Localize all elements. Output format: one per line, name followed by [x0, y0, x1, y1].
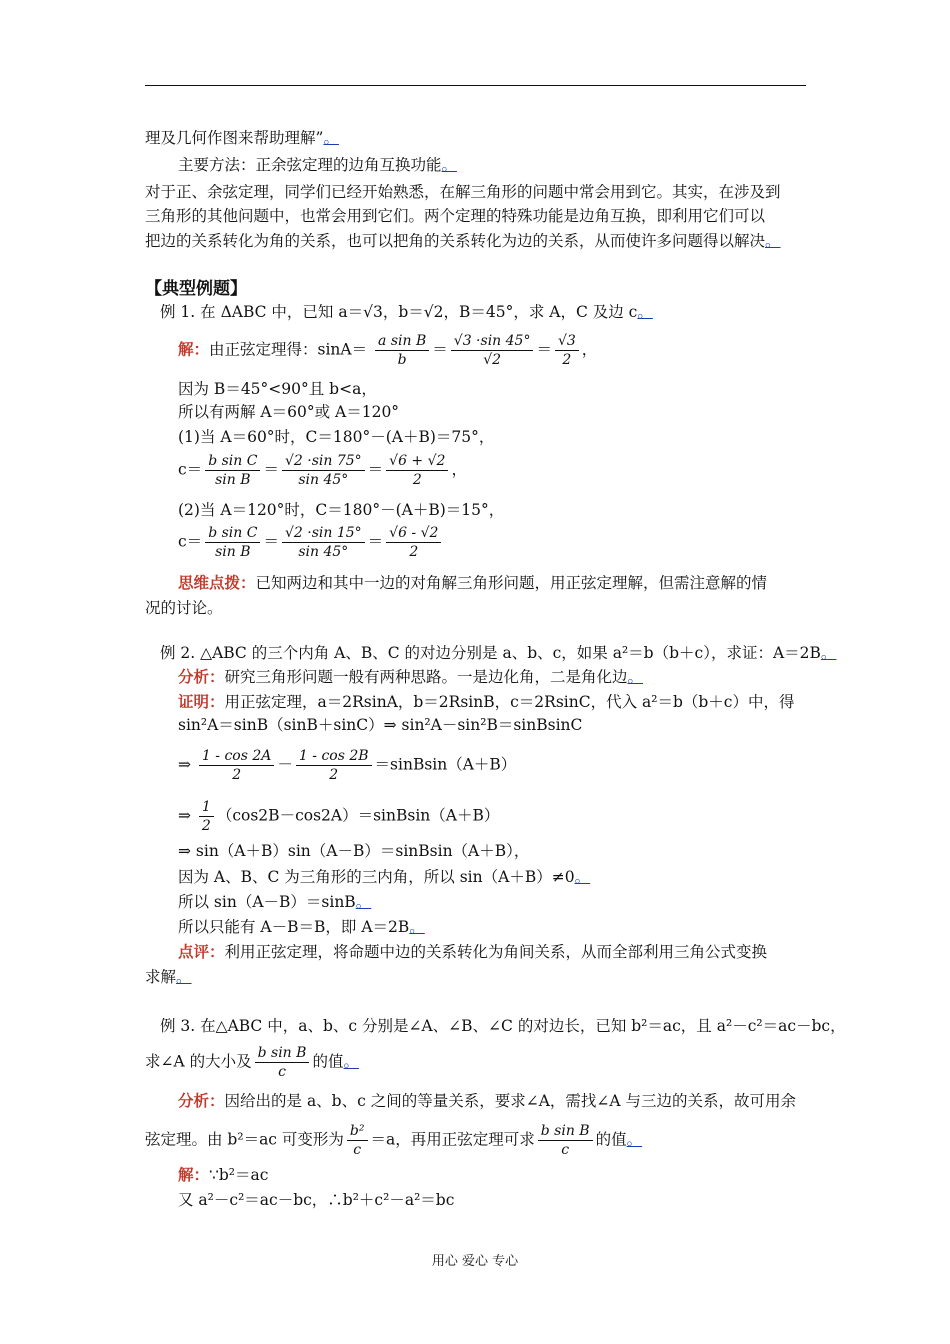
ex2-proof-3: ⇒ $\frac{1 - \cos 2A}{2}$ － $\frac{1 - \cos 2B}{2}$ ＝sinBsin（A＋B） [178, 748, 517, 783]
ex1-line-1: 因为 B＝45°<90°且 b<a， [178, 380, 377, 398]
fraction: $\frac{\text{b sin B}}{c}$ [538, 1122, 593, 1159]
ex2-proof-6: 因为 A、B、C 为三角形的三内角，所以 sin（A＋B）≠0。 [178, 868, 591, 886]
header-rule [145, 85, 806, 86]
ex2-review: 点评：利用正弦定理，将命题中边的关系转化为角间关系，从而全部利用三角公式变换 [178, 942, 768, 961]
intro-line-5: 把边的关系转化为角的关系，也可以把角的关系转化为边的关系，从而使许多问题得以解决。 [145, 232, 781, 250]
intro-line-4: 三角形的其他问题中，也常会用到它们。两个定理的特殊功能是边角互换，即利用它们可以 [145, 207, 766, 225]
fraction: $\frac{√6 - √2}{2}$ [386, 524, 441, 561]
fraction: $\frac{\text{b sin C}}{\text{sin B}}$ [205, 524, 260, 561]
ex2-proof: 证明：用正弦定理，a＝2RsinA，b＝2RsinB，c＝2RsinC，代入 a²＝b（b＋c）中，得 [178, 692, 795, 711]
fraction: $\frac{\text{b sin C}}{\text{sin B}}$ [205, 452, 260, 489]
ex2-proof-2: sin²A＝sinB（sinB＋sinC）⇒ sin²A－sin²B＝sinBsinC [178, 716, 583, 734]
ex2-proof-4: ⇒ $\frac{1}{2}$ （cos2B－cos2A）＝sinBsin（A＋B） [178, 799, 500, 834]
ex1-c2: c＝ $\frac{\text{b sin C}}{\text{sin B}}$ ＝ $\frac{√2 \cdot\sin 15^\circ}{\sin 45^\circ}$ ＝ $\frac{√6 - √2}{2}$ [178, 524, 444, 561]
ex3-stem: 例 3. 在△ABC 中，a、b、c 分别是∠A、∠B、∠C 的对边长，已知 b²＝ac，且 a²－c²＝ac－bc， [160, 1017, 846, 1035]
ex3-solution-2: 又 a²－c²＝ac－bc，∴b²＋c²－a²＝bc [178, 1191, 455, 1209]
ex1-line-2: 所以有两解 A＝60°或 A＝120° [178, 403, 400, 421]
ex2-proof-8: 所以只能有 A－B＝B，即 A＝2B。 [178, 918, 425, 936]
fraction: $\frac{1 - \cos 2B}{2}$ [296, 747, 372, 784]
intro-line-3: 对于正、余弦定理，同学们已经开始熟悉，在解三角形的问题中常会用到它。其实，在涉及到 [145, 183, 781, 201]
ex1-c1: c＝ $\frac{\text{b sin C}}{\text{sin B}}$ ＝ $\frac{√2 \cdot\sin 75^\circ}{\sin 45^\circ}$ ＝ $\frac{√6 + √2}{2}$ ， [178, 453, 467, 488]
ex1-line-3: (1)当 A＝60°时，C＝180°－(A＋B)＝75°， [178, 428, 495, 446]
fraction: $\frac{√6 + √2}{2}$ [386, 452, 448, 489]
fraction: $\frac{\text{b²}}{c}$ [347, 1122, 368, 1159]
ex3-analysis-2: 弦定理。由 b²＝ac 可变形为 $\frac{\text{b²}}{c}$ ＝a，再用正弦定理可求 $\frac{\text{b sin B}}{c}$ 的值。 [145, 1123, 643, 1158]
ex2-proof-5: ⇒ sin（A＋B）sin（A－B）＝sinBsin（A＋B）， [178, 842, 530, 860]
ex3-stem-2: 求∠A 的大小及 $\frac{\text{b sin B}}{c}$ 的值。 [145, 1045, 359, 1080]
page-footer: 用心 爱心 专心 [431, 1254, 519, 1269]
intro-line-1: 理及几何作图来帮助理解”。 [145, 129, 339, 147]
fraction: $\frac{1 - \cos 2A}{2}$ [199, 747, 274, 784]
ex1-stem: 例 1. 在 ΔABC 中，已知 a＝√3，b＝√2，B＝45°，求 A，C 及边 c。 [160, 303, 653, 321]
fraction: $\frac{√2 \cdot\sin 15^\circ}{\sin 45^\circ}$ [282, 524, 365, 561]
fraction: $\frac{√2 \cdot\sin 75^\circ}{\sin 45^\circ}$ [282, 452, 365, 489]
ex1-solution: 解：由正弦定理得：sinA＝ $\frac{\text{a sin B}}{b}$ ＝ $\frac{√3 \cdot\sin 45^\circ}{√2}$ ＝ $\frac{√3}{2}$ ， [178, 333, 598, 368]
fraction: $\frac{√3 \cdot\sin 45^\circ}{√2}$ [451, 332, 534, 369]
ex1-tip-2: 况的讨论。 [145, 599, 223, 617]
fraction: $\frac{\text{b sin B}}{c}$ [255, 1044, 310, 1081]
ex3-solution: 解：∵b²＝ac [178, 1165, 269, 1184]
ex2-proof-7: 所以 sin（A－B）＝sinB。 [178, 893, 372, 911]
fraction: $\frac{1}{2}$ [199, 798, 214, 835]
fraction: $\frac{√3}{2}$ [555, 332, 579, 369]
ex2-review-2: 求解。 [145, 968, 192, 986]
ex2-analysis: 分析：研究三角形问题一般有两种思路。一是边化角，二是角化边。 [178, 667, 644, 686]
ex1-line-4: (2)当 A＝120°时，C＝180°－(A＋B)＝15°， [178, 501, 505, 519]
ex1-tip: 思维点拨：已知两边和其中一边的对角解三角形问题，用正弦定理解，但需注意解的情 [178, 573, 768, 592]
intro-line-2: 主要方法：正余弦定理的边角互换功能。 [178, 156, 458, 174]
ex2-stem: 例 2. △ABC 的三个内角 A、B、C 的对边分别是 a、b、c，如果 a²＝b（b＋c），求证：A＝2B。 [160, 644, 837, 662]
fraction: $\frac{\text{a sin B}}{b}$ [375, 332, 429, 369]
section-title: 【典型例题】 [145, 279, 247, 299]
ex3-analysis: 分析：因给出的是 a、b、c 之间的等量关系，要求∠A，需找∠A 与三边的关系，故可用余 [178, 1091, 797, 1110]
